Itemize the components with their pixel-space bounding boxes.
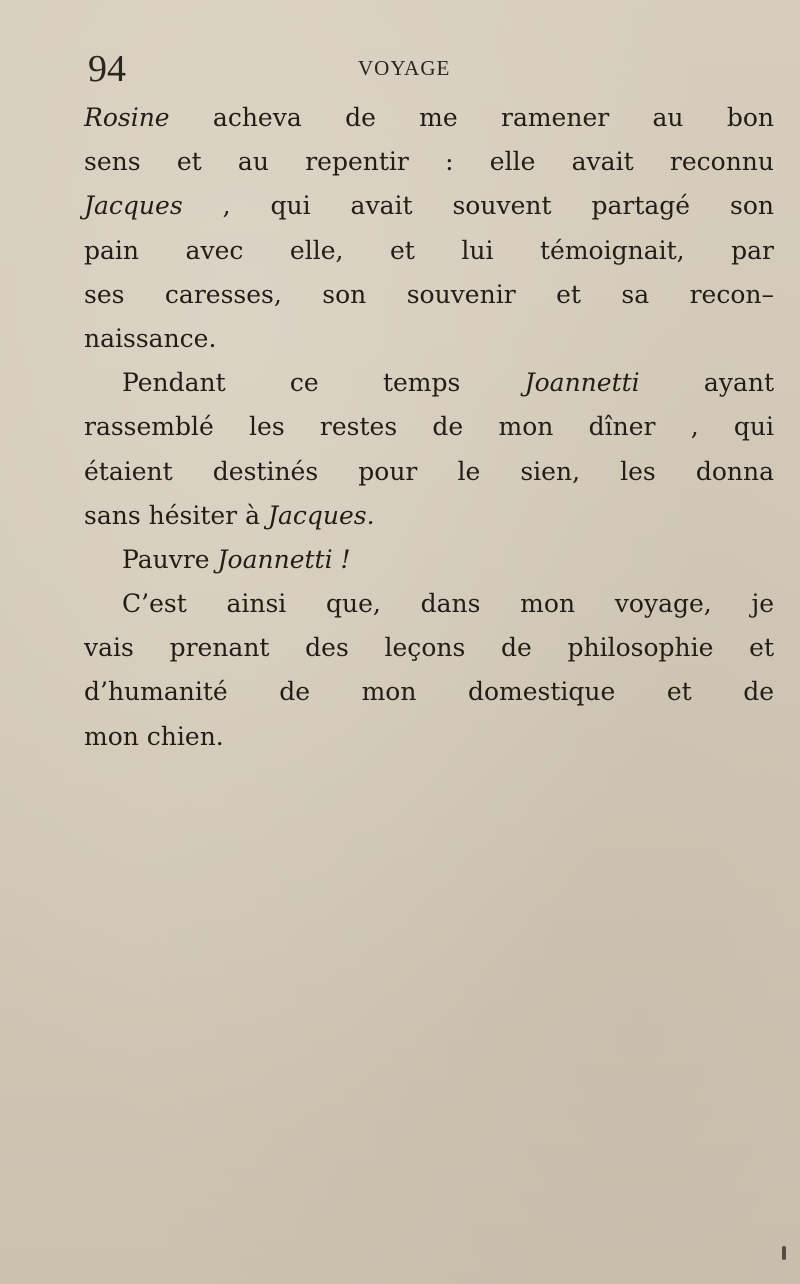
text-segment: C’est ainsi que, dans mon voyage, je (122, 589, 774, 619)
text-segment: rassemblé les restes de mon dîner , qui (84, 412, 774, 442)
text-segment: Pauvre (122, 544, 218, 574)
text-segment: , qui avait souvent partagé son (182, 191, 774, 221)
text-segment: ses caresses, son souvenir et sa recon– (84, 279, 774, 309)
italic-text: Jacques (84, 191, 183, 221)
text-line (84, 494, 774, 538)
italic-text: Joannetti ! (217, 544, 351, 574)
text-segment: étaient destinés pour le sien, les donna (84, 456, 774, 486)
text-segment: d’humanité de mon domestique et de (84, 677, 774, 707)
page-number: 94 (88, 48, 126, 90)
text-line (84, 670, 774, 714)
text-line (84, 317, 774, 361)
italic-text: Joannetti (524, 368, 640, 398)
italic-text: Jacques. (267, 500, 375, 530)
body-text (84, 96, 774, 759)
text-line (84, 450, 774, 494)
text-line (84, 140, 774, 184)
text-line (84, 626, 774, 670)
running-title: VOYAGE (358, 56, 451, 80)
ink-speck (782, 1246, 786, 1260)
text-segment: sens et au repentir : elle avait reconnu (84, 147, 774, 177)
text-line (84, 229, 774, 273)
text-segment: acheva de me ramener au bon (169, 103, 774, 132)
text-line (84, 715, 774, 759)
text-segment: ayant (639, 368, 775, 398)
text-segment: naissance. (84, 323, 217, 353)
text-segment: Pendant ce temps (122, 368, 525, 398)
text-line (84, 538, 774, 582)
text-line (84, 405, 774, 449)
text-segment: pain avec elle, et lui témoignait, par (84, 235, 774, 265)
text-segment: sans hésiter à (84, 500, 268, 530)
text-line (84, 273, 774, 317)
text-line (84, 96, 774, 140)
text-line (84, 361, 774, 405)
text-line (84, 582, 774, 626)
text-segment: vais prenant des leçons de philosophie et (84, 633, 774, 663)
text-segment: mon chien. (84, 721, 224, 751)
text-line (84, 184, 774, 228)
page-header (88, 44, 728, 94)
italic-text: Rosine (84, 103, 170, 132)
